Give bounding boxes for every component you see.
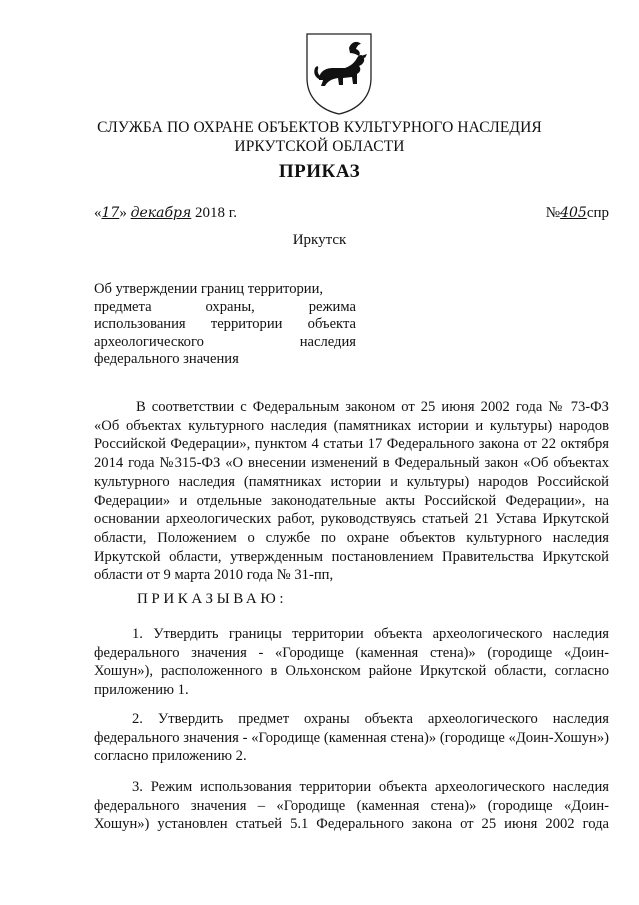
- date-day: 17: [101, 205, 120, 221]
- date-close-quote: »: [119, 205, 127, 221]
- order-subject: [94, 281, 356, 369]
- subject-line-2: [94, 299, 356, 317]
- date-month: декабря: [130, 205, 192, 221]
- order-number: [546, 205, 609, 222]
- org-line-2: ИРКУТСКОЙ ОБЛАСТИ: [234, 138, 405, 155]
- organization-name: [0, 118, 639, 156]
- number-suffix: спр: [586, 205, 609, 221]
- city-name: Иркутск: [292, 232, 347, 248]
- irkutsk-coat-of-arms-icon: [301, 28, 377, 116]
- subject-word: территории: [210, 316, 283, 332]
- order-item-1: 1. Утвердить границы территории объекта археологического наследия федерального значения - «Городище (каменная стена)» (городище «Доин-Хошун»), расположенного в Ольхонском районе Иркутской области, согласно приложению 1.: [94, 626, 609, 698]
- subject-line-4: [94, 334, 356, 352]
- order-item-3: 3. Режим использования территории объекта археологического наследия федерального значения – «Городище (каменная стена)» (городище «Доин-Хошун») установлен статьей 5.1 Федерального закона от 25 июня 2002 года: [94, 779, 609, 833]
- subject-word: предмета: [94, 298, 152, 315]
- number-prefix: №: [545, 205, 561, 221]
- date-open-quote: «: [94, 205, 102, 221]
- subject-line-3: [94, 316, 356, 334]
- preamble-block: [94, 398, 609, 585]
- coat-of-arms-emblem: [301, 28, 377, 116]
- order-item-2: 2. Утвердить предмет охраны объекта археологического наследия федерального значения - «Городище (каменная стена)» (городище «Доин-Хошун») согласно приложению 2.: [94, 711, 609, 765]
- document-title: ПРИКАЗ: [278, 161, 361, 182]
- number-value: 405: [560, 205, 587, 221]
- subject-line-5: [94, 351, 356, 369]
- date-year: 2018 г.: [194, 205, 237, 221]
- subject-word: наследия: [299, 333, 356, 350]
- order-date: [94, 205, 237, 222]
- subject-word: использования: [94, 316, 186, 332]
- subject-word: объекта: [307, 316, 356, 332]
- preamble-paragraph: В соответствии с Федеральным законом от 25 июня 2002 года № 73-ФЗ «Об объектах культурного наследия (памятниках истории и культуры) народов Российской Федерации», пунктом 4 статьи 17 Федерального закона от 22 октября 2014 года №315-ФЗ «О внесении изменений в Федеральный закон «Об объектах культурного наследия (памятниках истории и культуры) народов Российской Федерации» и отдельные законодательные акты Российской Федерации», на основании археологических работ, руководствуясь статьей 21 Устава Иркутской области, Положением о службе по охране объектов культурного наследия Иркутской области, утвержденным постановлением Правительства Иркутской области от 9 марта 2010 года № 31-пп,: [94, 399, 609, 584]
- org-line-1: СЛУЖБА ПО ОХРАНЕ ОБЪЕКТОВ КУЛЬТУРНОГО НАСЛЕДИЯ: [97, 119, 542, 136]
- order-word: ПРИКАЗЫВАЮ:: [137, 591, 288, 607]
- subject-word: охраны,: [205, 298, 255, 315]
- subject-line-1: [94, 281, 356, 299]
- subject-word: режима: [308, 298, 356, 315]
- subject-word: археологического: [94, 333, 204, 350]
- subject-word: Об утверждении границ территории,: [94, 281, 324, 297]
- subject-word: федерального значения: [94, 351, 239, 367]
